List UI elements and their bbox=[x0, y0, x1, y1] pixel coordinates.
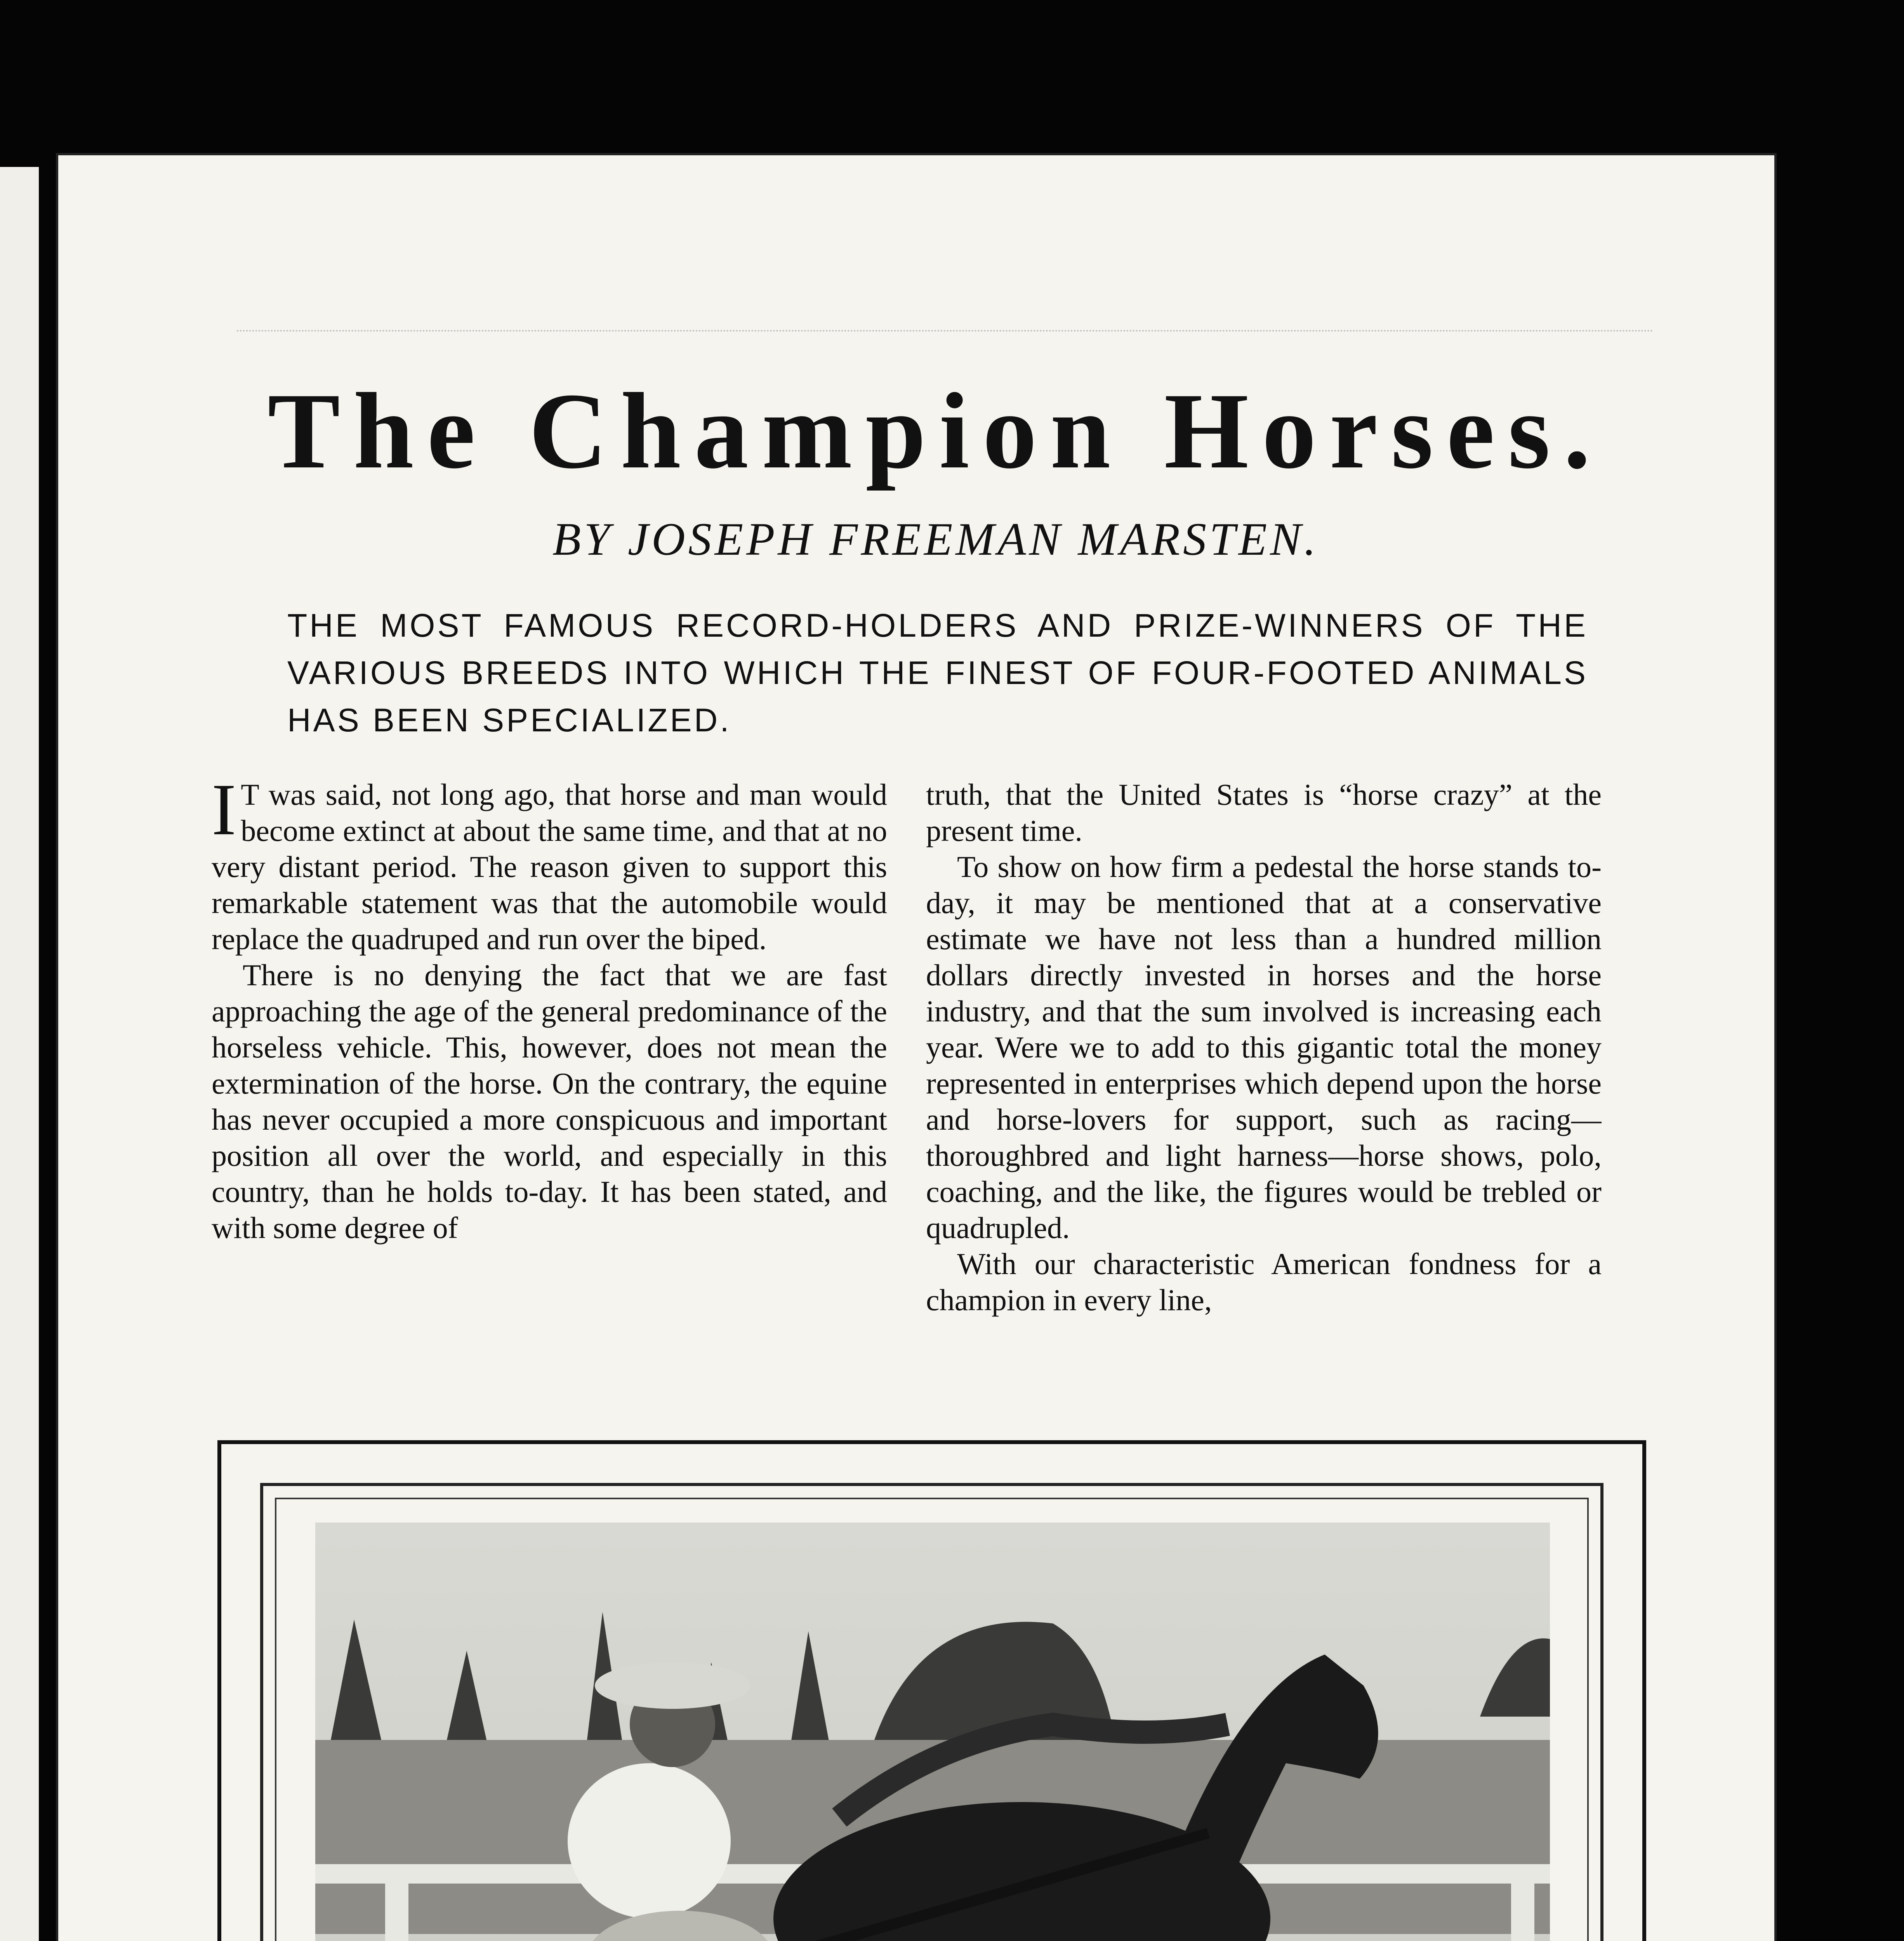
magazine-page bbox=[58, 155, 1774, 1941]
adjacent-page-edge bbox=[0, 167, 39, 1941]
article-dek: THE MOST FAMOUS RECORD-HOLDERS AND PRIZE-WINNERS OF THE VARIOUS BREEDS INTO WHICH THE FINEST OF FOUR-FOOTED ANIMALS HAS BEEN SPECIALIZED. bbox=[287, 607, 1588, 738]
paragraph: To show on how firm a pedestal the horse stands to-day, it may be mentioned that at a conservative estimate we have not less than a hundred million dollars directly invested in horses and the horse industry, and that the sum involved is increasing each year. Were we to add to this gigantic total the money represented in enterprises which depend upon the horse and horse-lovers for support, such as racing—thoroughbred and light harness—horse shows, polo, coaching, and the like, the figures would be trebled or quadrupled. bbox=[926, 850, 1602, 1245]
header-rule bbox=[237, 330, 1654, 332]
paragraph-text: T was said, not long ago, that horse and man would become extinct at about the same time, and that at no very distant period. The reason given to support this remarkable statement was that the automobile would replace the quadruped and run over the biped. bbox=[212, 778, 887, 956]
paragraph bbox=[212, 776, 887, 957]
paragraph: With our characteristic American fondness for a champion in every line, bbox=[926, 1247, 1602, 1317]
photo-border-inner bbox=[275, 1498, 1589, 1941]
photo-border bbox=[260, 1483, 1603, 1941]
horse-photograph bbox=[315, 1523, 1550, 1941]
text-column-left bbox=[212, 776, 887, 1409]
article-title: The Champion Horses. bbox=[268, 370, 1604, 491]
paragraph: truth, that the United States is “horse crazy” at the present time. bbox=[926, 778, 1602, 847]
paragraph: There is no denying the fact that we are fast approaching the age of the general predominance of the horseless vehicle. This, however, does not mean the extermination of the horse. On the contrary, the equine has never occupied a more conspicuous and important position all over the world, and especially in this country, than he holds to-day. It has been stated, and with some degree of bbox=[212, 958, 887, 1245]
drop-cap: I bbox=[212, 776, 236, 851]
article-byline: BY JOSEPH FREEMAN MARSTEN. bbox=[552, 513, 1319, 565]
photo-frame bbox=[217, 1440, 1646, 1941]
text-column-right bbox=[926, 776, 1602, 1409]
